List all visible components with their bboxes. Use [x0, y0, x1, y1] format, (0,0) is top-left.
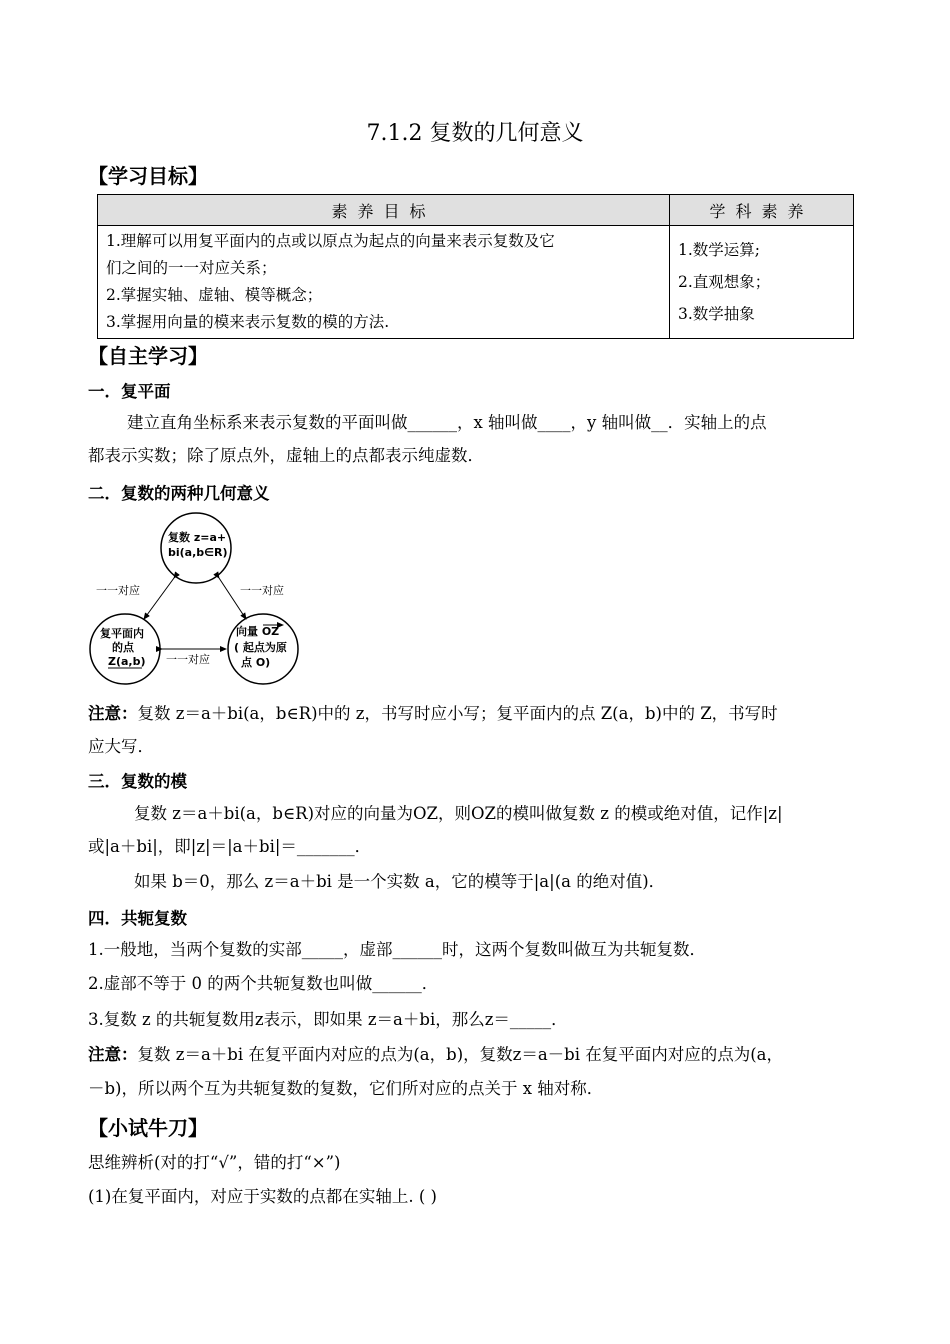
section-heading-self-study: 【自主学习】	[88, 344, 208, 368]
goals-objectives-cell	[98, 226, 670, 339]
edge-bottom-label: 一一对应	[166, 653, 210, 666]
heading-geometric-meaning: 二．复数的两种几何意义	[88, 484, 270, 503]
exercise-question: (1)在复平面内，对应于实数的点都在实轴上. ( )	[88, 1187, 437, 1206]
left-node-line2: 的点	[112, 641, 134, 654]
paragraph-line: 3.复数 z 的共轭复数用z表示，即如果 z＝a＋bi，那么z＝_____．	[88, 1010, 568, 1029]
right-node-line3: 点 O)	[241, 656, 271, 669]
note-text: 复数 z＝a＋bi(a，b∈R)中的 z，书写时应小写；复平面内的点 Z(a，b)中的 Z，书写时	[137, 704, 778, 723]
edge-left-label: 一一对应	[96, 584, 140, 597]
page-title: 7.1.2 复数的几何意义	[366, 121, 584, 146]
paragraph-line: 建立直角坐标系来表示复数的平面叫做______，x 轴叫做____，y 轴叫做__．实轴上的点	[127, 413, 767, 432]
heading-modulus: 三．复数的模	[88, 772, 187, 791]
note-line: －b)，所以两个互为共轭复数的复数，它们所对应的点关于 x 轴对称．	[88, 1079, 604, 1098]
exercise-intro: 思维辨析(对的打“√”，错的打“×”)	[88, 1153, 341, 1172]
note-line	[88, 1038, 783, 1071]
heading-conjugate: 四．共轭复数	[88, 909, 187, 928]
top-node-line2: bi(a,b∈R)	[168, 546, 228, 559]
correspondence-diagram	[86, 508, 306, 688]
note-text: 复数 z＝a＋bi 在复平面内对应的点为(a，b)，复数z＝a－bi 在复平面内对应的点为(a，	[137, 1045, 784, 1064]
literacy-line: 1.数学运算;	[678, 241, 761, 259]
paragraph-line: 复数 z＝a＋bi(a，b∈R)对应的向量为OZ，则OZ的模叫做复数 z 的模或绝对值，记作|z|	[134, 804, 783, 823]
objective-line: 2.掌握实轴、虚轴、模等概念；	[106, 286, 323, 304]
left-node-line1: 复平面内	[100, 627, 144, 640]
section-heading-trial: 【小试牛刀】	[88, 1116, 208, 1140]
left-node-line3: Z(a,b)	[108, 655, 146, 668]
goals-header-literacy: 学科素养	[670, 195, 854, 226]
objective-line: 们之间的一一对应关系；	[106, 259, 277, 277]
paragraph-line: 1.一般地，当两个复数的实部_____，虚部______时，这两个复数叫做互为共轭复数．	[88, 940, 706, 959]
right-node-line2: ( 起点为原	[234, 641, 287, 654]
right-node-line1: 向量 OZ	[236, 625, 280, 638]
edge-left-arrow	[144, 578, 174, 619]
literacy-line: 3.数学抽象	[678, 305, 755, 323]
note-label: 注意：	[88, 1045, 138, 1064]
goals-table	[97, 194, 854, 339]
goals-literacy-cell	[670, 226, 854, 339]
paragraph-line: 都表示实数；除了原点外，虚轴上的点都表示纯虚数．	[88, 446, 484, 465]
note-line: 应大写．	[88, 737, 154, 756]
objective-line: 3.掌握用向量的模来表示复数的模的方法.	[106, 313, 390, 331]
literacy-line: 2.直观想象；	[678, 273, 771, 291]
objective-line: 1.理解可以用复平面内的点或以原点为起点的向量来表示复数及它	[106, 232, 555, 250]
section-heading-goals: 【学习目标】	[88, 164, 208, 188]
top-node-line1: 复数 z=a+	[168, 531, 227, 544]
paragraph-line: 或|a＋bi|，即|z|＝|a＋bi|＝_______．	[88, 837, 372, 856]
edge-right-label: 一一对应	[240, 584, 284, 597]
heading-complex-plane: 一．复平面	[88, 382, 171, 401]
note-line	[88, 697, 778, 730]
paragraph-line: 如果 b＝0，那么 z＝a＋bi 是一个实数 a，它的模等于|a|(a 的绝对值)．	[134, 872, 666, 891]
paragraph-line: 2.虚部不等于 0 的两个共轭复数也叫做______．	[88, 974, 439, 993]
goals-header-objectives: 素养目标	[98, 195, 670, 226]
note-label: 注意：	[88, 704, 138, 723]
